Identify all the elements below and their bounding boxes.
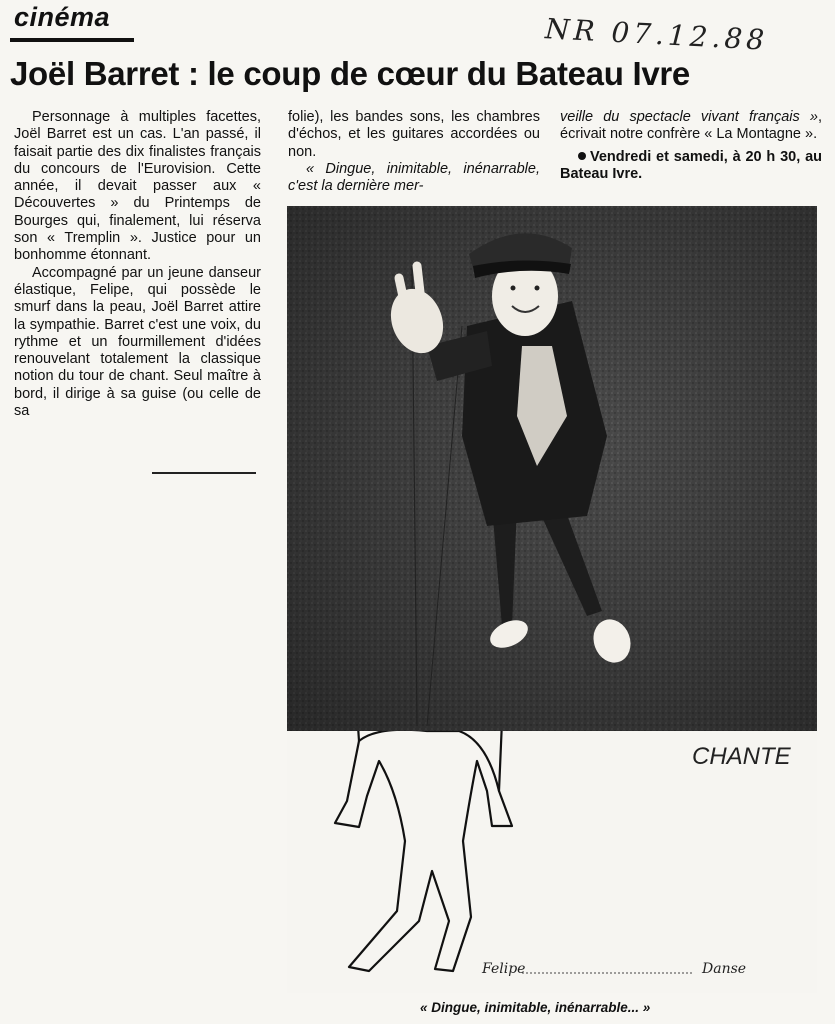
label-felipe: Felipe	[482, 961, 526, 977]
schedule-info: Vendredi et samedi, à 20 h 30, au Bateau Ivre.	[560, 148, 822, 182]
quote-end: veille du spectacle vivant français »	[560, 109, 818, 125]
article-column-3	[560, 109, 822, 183]
article-paragraph: Accompagné par un jeune danseur élastique, Felipe, qui possède le smurf dans la peau, Joël Barret attire la sympathie. Barret c'est une voix, du rythme et un fourmillement d'idées renouvelant totalement la classique notion du tour de chant. Seul maître à bord, il dirige à sa guise (ou celle de sa	[14, 264, 261, 420]
article-column-1	[14, 109, 261, 420]
photo-caption: « Dingue, inimitable, inénarrable... »	[420, 1000, 651, 1015]
column-end-rule	[152, 472, 256, 474]
quote-paragraph: « Dingue, inimitable, inénarrable, c'est la dernière mer-	[288, 160, 540, 195]
performer-photo	[287, 206, 817, 731]
label-danse: Danse	[702, 961, 747, 977]
bullet-icon	[578, 152, 586, 160]
marionette-drawing	[287, 731, 817, 993]
article-column-2	[288, 109, 540, 195]
quote-attribution: , écrivait notre confrère « La Montagne ».	[560, 109, 822, 143]
headline: Joël Barret : le coup de cœur du Bateau Ivre	[10, 55, 690, 92]
handwritten-note: NR 07.12.88	[544, 12, 769, 57]
label-chante: CHANTE	[692, 743, 791, 770]
section-rule	[10, 38, 134, 42]
article-paragraph: Personnage à multiples facettes, Joël Barret est un cas. L'an passé, il faisait partie des dix finalistes français du concours de l'Eurovision. Cette année, il devait passer aux « Découvertes » du Printemps de Bourges qui, finalement, lui réserva son « Tremplin ». Justice pour un bonhomme étonnant.	[14, 109, 261, 264]
section-label: cinéma	[14, 2, 111, 32]
article-paragraph: folie), les bandes sons, les chambres d'échos, et les guitares accordées ou non.	[288, 109, 540, 160]
